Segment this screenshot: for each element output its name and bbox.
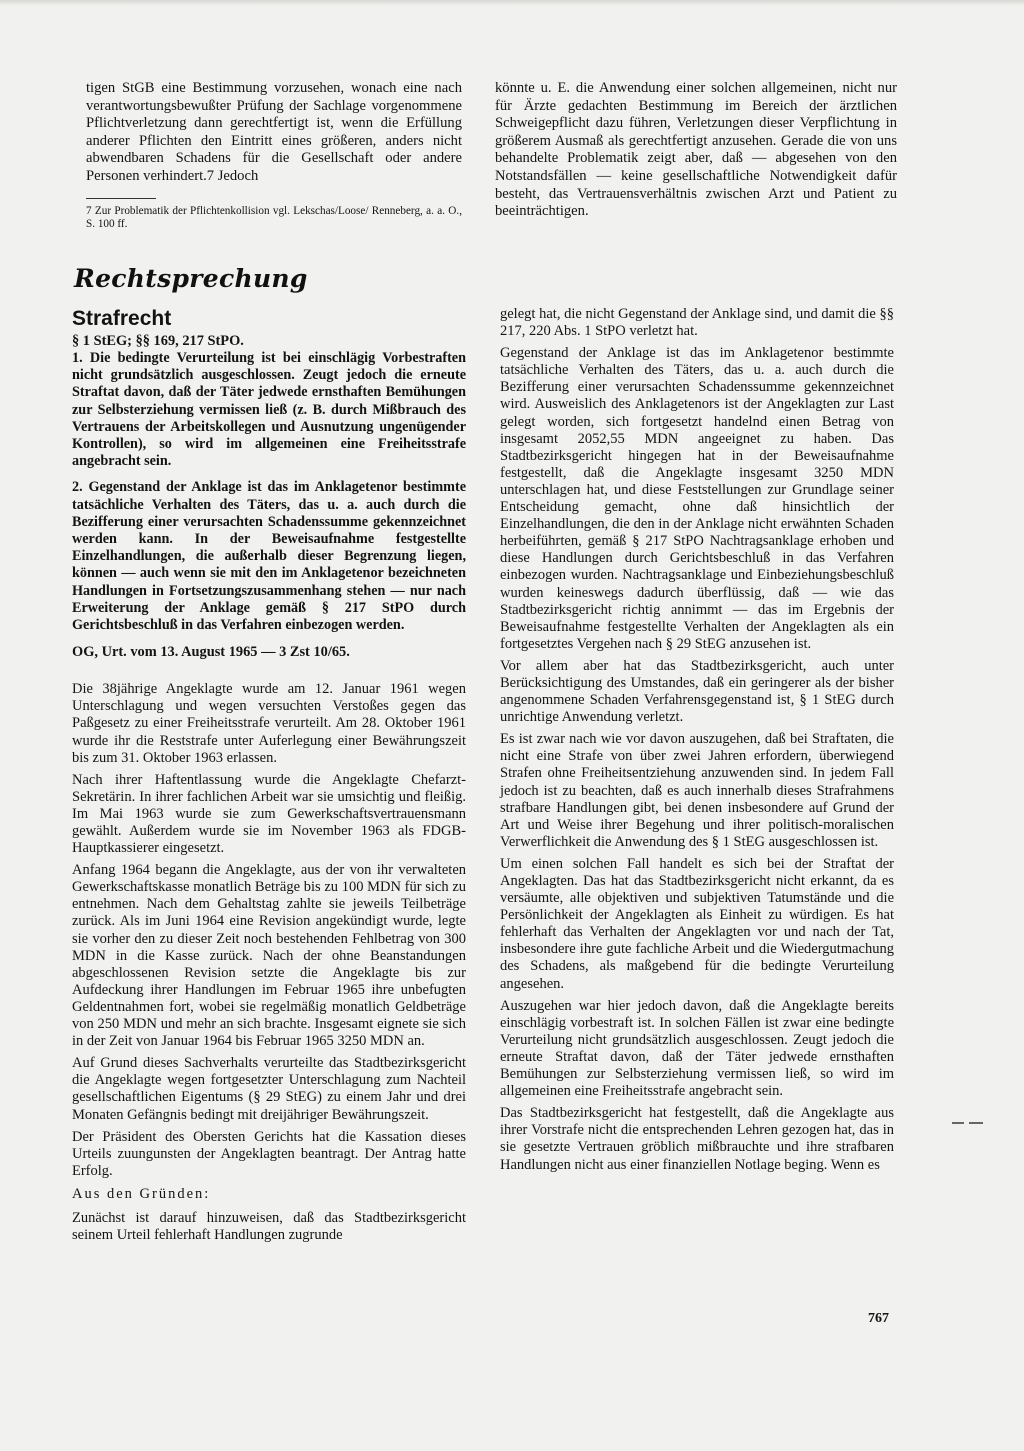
section-title: Rechtsprechung <box>74 264 308 293</box>
top-left-column <box>86 80 462 231</box>
top-right-column <box>495 80 897 221</box>
paragraph: Der Präsident des Obersten Gerichts hat die Kassation dieses Urteils zuungunsten der Angeklagten beantragt. Der Antrag hatte Erfolg. <box>72 1128 466 1179</box>
paragraph: Nach ihrer Haftentlassung wurde die Angeklagte Chefarzt-Sekretärin. In ihrer fachlichen Arbeit war sie umsichtig und fleißig. Im Mai 1963 wurde sie zum Gewerkschaftsvertrauensmann gewählt. Außerdem wurde sie im November 1963 als FDGB-Hauptkassierer eingesetzt. <box>72 771 466 857</box>
legal-references: § 1 StEG; §§ 169, 217 StPO. <box>72 333 244 349</box>
headnote-2: 2. Gegenstand der Anklage ist das im Anklagetenor bestimmte tatsächliche Verhalten des Täters, das u. a. auch durch die Bezifferung einer verursachten Schadenssumme gekennzeichnet werden kann. In der Beweisaufnahme festgestellte Einzelhandlungen, die außerhalb dieser Begrenzung liegen, können — auch wenn sie mit den im Anklagetenor bezeichneten Handlungen in Fortsetzungszusammenhang stehen — nur nach Erweiterung der Anklage gemäß § 217 StPO durch Gerichtsbeschluß in das Verfahren einbezogen werden. <box>72 479 466 634</box>
paragraph: gelegt hat, die nicht Gegenstand der Anklage sind, und damit die §§ 217, 220 Abs. 1 StPO verletzt hat. <box>500 306 894 340</box>
paragraph: Zunächst ist darauf hinzuweisen, daß das Stadtbezirksgericht seinem Urteil fehlerhaft Handlungen zugrunde <box>72 1209 466 1243</box>
paragraph: Gegenstand der Anklage ist das im Anklagetenor bestimmte tatsächliche Verhalten des Täters, das u. a. auch durch die Bezifferung einer verursachten Schadenssumme gekennzeichnet wird. Ausweislich des Anklagetenors ist der Angeklagten zur Last gelegt worden, sich fortgesetzt handelnd einen Betrag von insgesamt 2052,55 MDN angeeignet zu haben. Das Stadtbezirksgericht hingegen hat in der Beweisaufnahme festgestellt, daß die Angeklagte insgesamt 3250 MDN unterschlagen hat, und diese Feststellungen zur Grundlage seiner Entscheidung gemacht, ohne daß hinsichtlich der Einzelhandlungen, die den in der Anklage nicht erwähnten Schaden herbeiführten, gemäß § 217 StPO Nachtragsanklage erhoben und diese Handlungen durch Gerichtsbeschluß in das Verfahren einbezogen wurden. Nachtragsanklage und Einbeziehungsbeschluß wurden keineswegs dadurch überflüssig, daß — wie das Stadtbezirksgericht richtig annimmt — das im Ergebnis der Beweisaufnahme festgestellte Verhalten der Angeklagten als ein fortgesetztes Vergehen nach § 29 StEG anzusehen ist. <box>500 345 894 652</box>
right-column <box>500 306 894 1179</box>
headnote-1: 1. Die bedingte Verurteilung ist bei einschlägig Vorbestraften nicht grundsätzlich ausgeschlossen. Zeugt jedoch die erneute Straftat davon, daß der Täter jedwede ernsthaften Bemühungen zur Selbsterziehung vermissen ließ (z. B. durch Mißbrauch des Vertrauens der Arbeitskollegen und Ausnutzung ungenügender Kontrollen), so wird im allgemeinen eine Freiheitsstrafe angebracht sein. <box>72 350 466 470</box>
paragraph: Auszugehen war hier jedoch davon, daß die Angeklagte bereits einschlägig vorbestraft ist. In solchen Fällen ist zwar eine bedingte Verurteilung nicht grundsätzlich ausgeschlossen. Zeugt jedoch die erneute Straftat davon, daß der Täter jedwede ernsthaften Bemühungen zur Selbsterziehung vermissen ließ, so wird im allgemeinen eine Freiheitsstrafe angebracht sein. <box>500 997 894 1100</box>
left-column <box>72 306 466 1249</box>
court-citation: OG, Urt. vom 13. August 1965 — 3 Zst 10/65. <box>72 644 350 661</box>
paragraph: Es ist zwar nach wie vor davon auszugehen, daß bei Straftaten, die nicht eine Strafe von über zwei Jahren erfordern, überwiegend Strafen ohne Freiheitsentziehung anzuwenden sind. In jedem Fall jedoch ist zu beachten, daß es auch innerhalb dieses Strafrahmens strafbare Handlungen gibt, bei denen insbesondere auf Grund der Art und Weise ihrer Begehung und ihrer politisch-moralischen Verwerflichkeit die Anwendung des § 1 StEG ausgeschlossen ist. <box>500 731 894 850</box>
footnote-rule <box>86 198 156 199</box>
paragraph: Das Stadtbezirksgericht hat festgestellt, daß die Angeklagte aus ihrer Vorstrafe nicht die entsprechenden Lehren gezogen hat, das in sie gesetzte Vertrauen gröblich mißbrauchte und ihre strafbaren Handlungen nicht aus einer finanziellen Notlage beging. Wenn es <box>500 1105 894 1173</box>
paragraph: Die 38jährige Angeklagte wurde am 12. Januar 1961 wegen Unterschlagung und wegen versuchten Verstoßes gegen das Paßgesetz zu einer Freiheitsstrafe verurteilt. Am 28. Oktober 1961 wurde ihr die Reststrafe unter Auferlegung einer Bewährungszeit bis zum 31. Oktober 1963 erlassen. <box>72 681 466 766</box>
page-number: 767 <box>868 1311 889 1326</box>
footnote-7: 7 Zur Problematik der Pflichtenkollision vgl. Lekschas/Loose/ Renneberg, a. a. O., S. 100 ff. <box>86 204 462 230</box>
continued-paragraph: tigen StGB eine Bestimmung vorzusehen, wonach eine nach verantwortungsbewußter Prüfung der Sachlage vorgenommene Pflichtverletzung dann gerechtfertigt ist, wenn die Erfüllung anderer Pflichten den Eintritt eines größeren, anders nicht abwendbaren Schadens für die Gesellschaft oder andere Personen verhindert.7 Jedoch <box>86 80 462 184</box>
paragraph: Um einen solchen Fall handelt es sich bei der Straftat der Angeklagten. Das hat das Stadtbezirksgericht nicht erkannt, da es versäumte, alle objektiven und subjektiven Tatumstände und die Persönlichkeit der Angeklagten als Einheit zu würdigen. Es hat fehlerhaft das Verhalten der Angeklagten vor und nach der Tat, insbesondere ihre gute fachliche Arbeit und die Wiedergutmachung des Schadens, als maßgebend für die bedingte Verurteilung angesehen. <box>500 855 894 992</box>
continued-paragraph-right: könnte u. E. die Anwendung einer solchen allgemeinen, nicht nur für Ärzte gedachten Bestimmung im Bereich der ärztlichen Schweigepflicht dazu führen, Verletzungen dieser Verpflichtung in größerem Ausmaß als gerechtfertigt anzusehen. Gerade die von uns behandelte Problematik zeigt aber, daß — abgesehen von den Notstandsfällen — keine gesellschaftliche Notwendigkeit dafür besteht, das Vertrauensverhältnis zwischen Arzt und Patient zu beeinträchtigen. <box>495 80 897 220</box>
subsection-heading: Strafrecht <box>72 307 172 330</box>
paragraph: Anfang 1964 begann die Angeklagte, aus der von ihr verwalteten Gewerkschaftskasse monatlich Beträge bis zu 100 MDN für sich zu entnehmen. Nach dem Gehaltstag zahlte sie jeweils Teilbeträge zurück. Als im Juni 1964 eine Revision angekündigt wurde, legte sie vorher den zu dieser Zeit noch bestehenden Fehlbetrag von 300 MDN in die Kasse zurück. Nach der ohne Beanstandungen abgeschlossenen Revision setzte die Angeklagte bis zur Aufdeckung ihrer Handlungen im Februar 1965 ihre unbefugten Geldentnahmen fort, wobei sie regelmäßig monatlich Geldbeträge von 250 MDN und mehr an sich brachte. Insgesamt eignete sie sich in der Zeit von Januar 1964 bis Februar 1965 3250 MDN an. <box>72 862 466 1050</box>
scan-edge-shadow <box>0 0 1024 6</box>
reasons-heading: Aus den Gründen: <box>72 1185 211 1202</box>
paragraph: Auf Grund dieses Sachverhalts verurteilte das Stadtbezirksgericht die Angeklagte wegen fortgesetzter Unterschlagung zum Nachteil gesellschaftlichen Eigentums (§ 29 StEG) zu einem Jahr und drei Monaten Gefängnis bedingt mit dreijähriger Bewährungszeit. <box>72 1055 466 1123</box>
paragraph: Vor allem aber hat das Stadtbezirksgericht, auch unter Berücksichtigung des Umstandes, daß ein geringerer als der bisher angenommene Schaden Verfahrensgegenstand ist, § 1 StEG durch unrichtige Anwendung verletzt. <box>500 657 894 726</box>
margin-mark <box>952 1122 998 1125</box>
